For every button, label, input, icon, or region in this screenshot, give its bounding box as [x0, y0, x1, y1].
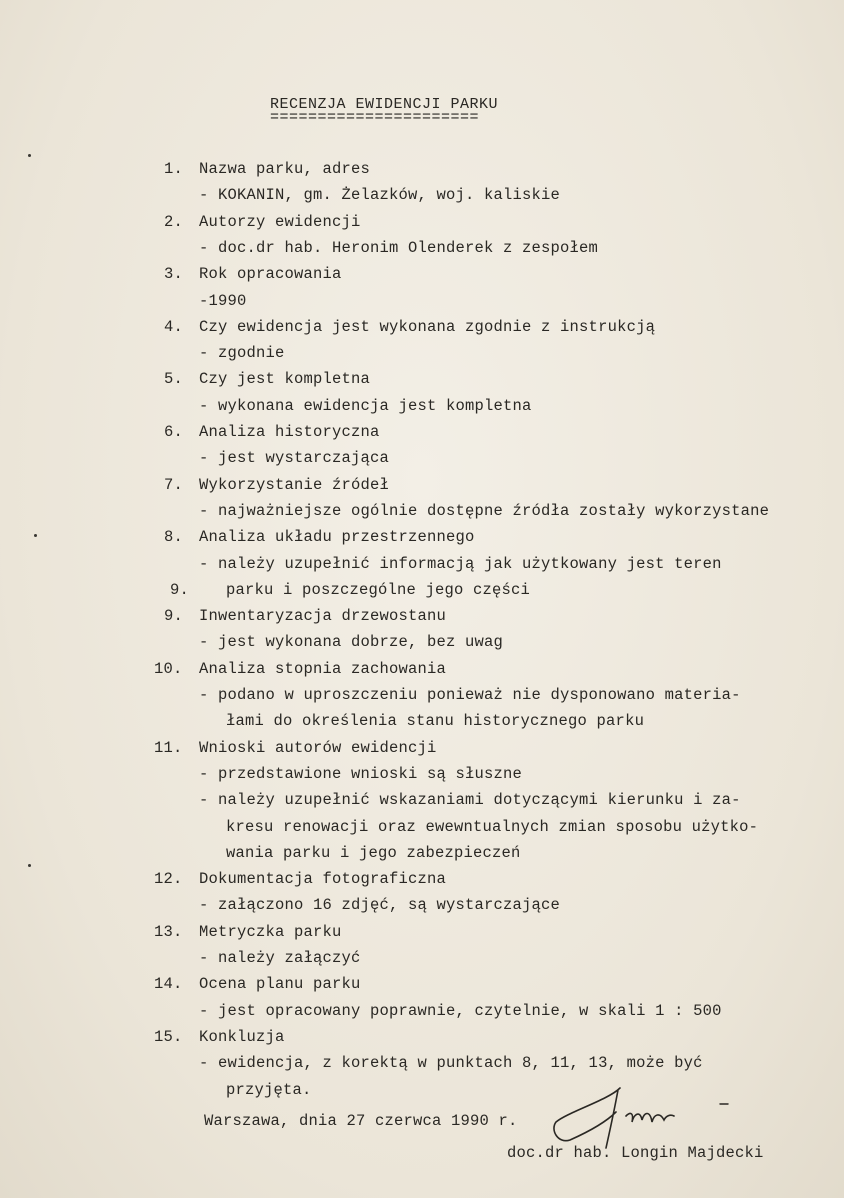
item-detail: - ewidencja, z korektą w punktach 8, 11, 13, może być [199, 1054, 703, 1073]
item-number: 7. [164, 475, 184, 494]
item-heading: Konkluzja [199, 1027, 285, 1046]
item-number: 15. [154, 1027, 183, 1046]
item-detail: - jest wykonana dobrze, bez uwag [199, 633, 504, 652]
item-detail: - należy uzupełnić informacją jak użytkowany jest teren [199, 554, 722, 573]
item-number: 12. [154, 870, 183, 889]
item-detail: - podano w uproszczeniu ponieważ nie dysponowano materia- [199, 686, 741, 704]
item-heading: Ocena planu parku [199, 975, 361, 994]
item-number: 1. [164, 160, 184, 178]
item-detail: parku i poszczególne jego części [226, 580, 531, 599]
item-detail: - zgodnie [199, 344, 285, 363]
item-heading: Wnioski autorów ewidencji [199, 738, 437, 757]
item-heading: Analiza stopnia zachowania [199, 659, 447, 678]
item-heading: Analiza układu przestrzennego [199, 528, 475, 547]
item-detail: - należy załączyć [199, 949, 361, 967]
item-detail: - jest opracowany poprawnie, czytelnie, w skali 1 : 500 [199, 1001, 722, 1020]
item-heading: Inwentaryzacja drzewostanu [199, 607, 447, 626]
item-number: 2. [164, 212, 184, 231]
item-heading: Czy jest kompletna [199, 370, 371, 389]
item-number: 11. [154, 738, 183, 757]
item-detail: kresu renowacji oraz ewewntualnych zmian sposobu użytko- [226, 817, 759, 836]
item-detail: przyjęta. [226, 1080, 312, 1099]
item-detail: - należy uzupełnić wskazaniami dotyczącymi kierunku i za- [199, 791, 741, 810]
document-title: RECENZJA EWIDENCJI PARKU [270, 96, 499, 113]
item-number: 3. [164, 265, 184, 284]
item-number: 8. [164, 528, 184, 547]
item-number: 9. [164, 607, 184, 626]
stray-item-number: 9. [170, 580, 190, 599]
item-detail: - jest wystarczająca [199, 449, 390, 468]
item-detail: - załączono 16 zdjęć, są wystarczające [199, 896, 561, 915]
item-detail: wania parku i jego zabezpieczeń [226, 843, 521, 862]
item-number: 5. [164, 370, 184, 389]
item-heading: Rok opracowania [199, 265, 342, 284]
title-underline: ====================== [270, 109, 480, 126]
item-number: 6. [164, 423, 184, 441]
item-detail: - wykonana ewidencja jest kompletna [199, 396, 532, 415]
item-heading: Wykorzystanie źródeł [199, 475, 390, 494]
paper-speck [28, 864, 31, 867]
item-detail: łami do określenia stanu historycznego parku [226, 712, 645, 731]
paper-speck [28, 154, 31, 157]
item-number: 4. [164, 317, 184, 336]
item-heading: Nazwa parku, adres [199, 160, 371, 178]
paper-speck [34, 534, 37, 537]
item-detail: - najważniejsze ogólnie dostępne źródła zostały wykorzystane [199, 501, 770, 520]
item-heading: Dokumentacja fotograficzna [199, 870, 447, 889]
item-number: 14. [154, 975, 183, 994]
signatory-name: doc.dr hab. Longin Majdecki [507, 1144, 764, 1162]
item-detail: - doc.dr hab. Heronim Olenderek z zespołem [199, 238, 599, 257]
item-detail: - KOKANIN, gm. Żelazków, woj. kaliskie [199, 186, 561, 205]
item-detail: - przedstawione wnioski są słuszne [199, 764, 523, 783]
item-heading: Czy ewidencja jest wykonana zgodnie z instrukcją [199, 317, 656, 336]
item-number: 13. [154, 922, 183, 941]
item-heading: Metryczka parku [199, 922, 342, 941]
place-date: Warszawa, dnia 27 czerwca 1990 r. [204, 1112, 518, 1130]
item-detail: -1990 [199, 291, 247, 310]
item-heading: Analiza historyczna [199, 423, 380, 441]
item-heading: Autorzy ewidencji [199, 212, 361, 231]
item-number: 10. [154, 659, 183, 678]
